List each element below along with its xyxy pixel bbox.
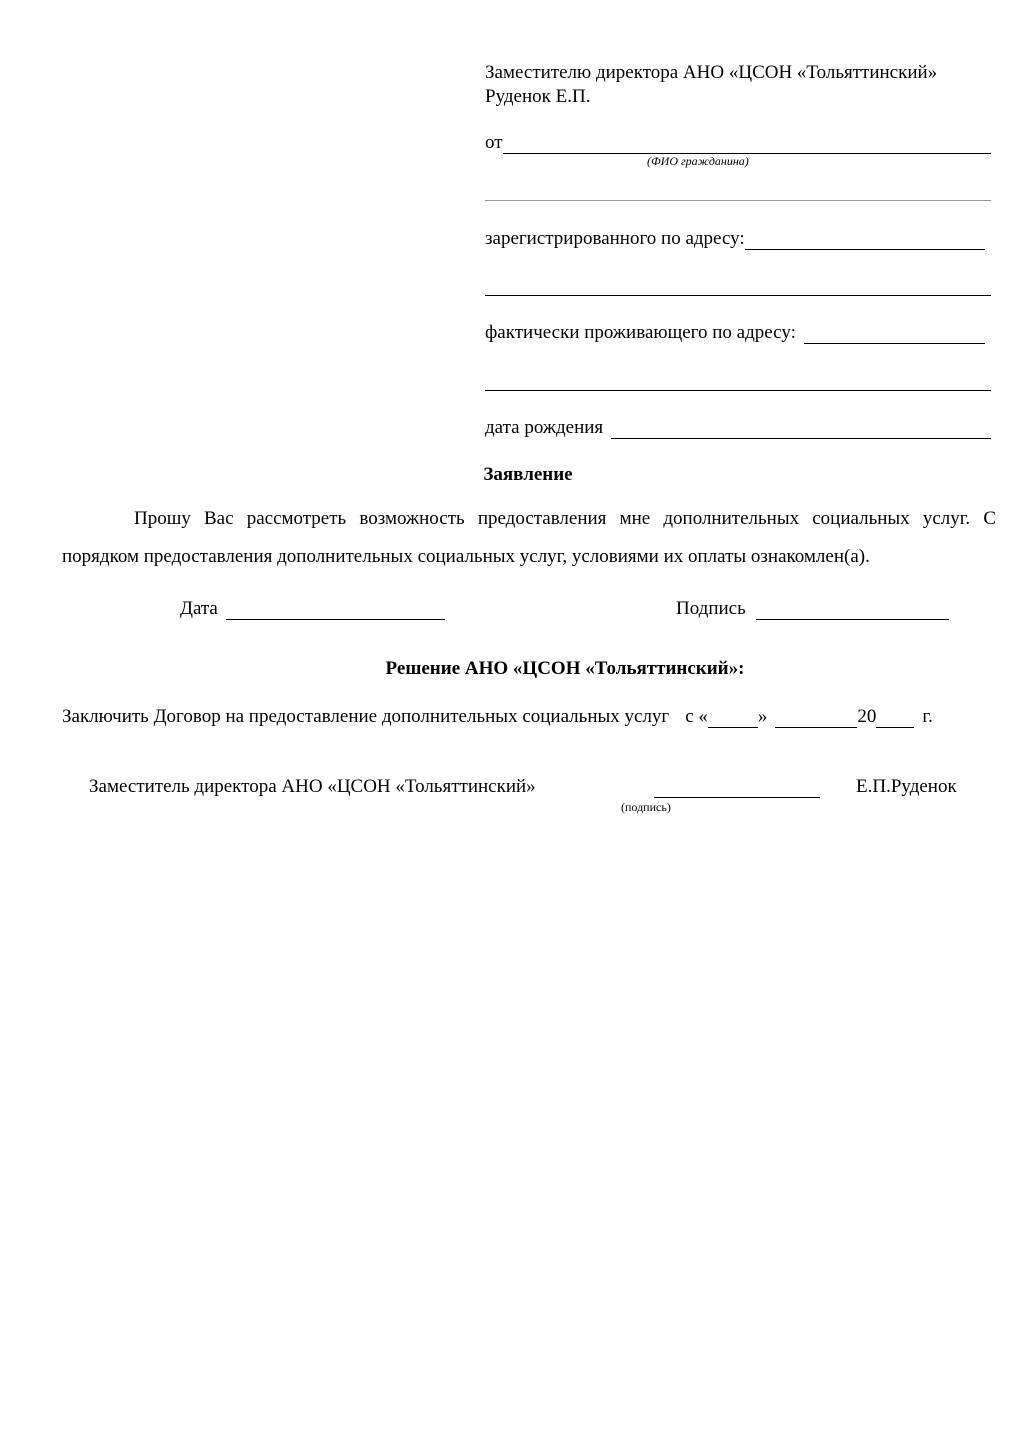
actual-address-field[interactable] [804, 325, 985, 344]
date-field[interactable] [226, 601, 445, 620]
signature-row [676, 598, 949, 620]
contract-row [62, 706, 997, 728]
contract-year-suffix: г. [922, 706, 933, 727]
registered-label: зарегистрированного по адресу: [485, 228, 745, 249]
actual-label: фактически проживающего по адресу: [485, 322, 796, 343]
from-row [485, 132, 991, 154]
statement-body: Прошу Вас рассмотреть возможность предоставления мне дополнительных социальных услуг. С порядком предоставления дополнительных социальных услуг, условиями их оплаты ознакомлен(а). [62, 508, 996, 567]
addressee-line-2: Руденок Е.П. [485, 86, 591, 107]
signature-label: Подпись [676, 598, 746, 619]
registered-address-field[interactable] [745, 231, 985, 250]
approval-signature-hint: (подпись) [621, 800, 671, 814]
contract-date-prefix: с « [685, 706, 708, 727]
contract-month-field[interactable] [775, 709, 857, 728]
signature-field[interactable] [756, 601, 949, 620]
approval-signature-field[interactable] [654, 797, 820, 798]
from-name-field[interactable] [503, 135, 991, 154]
actual-address-line-2[interactable] [485, 390, 991, 391]
registered-address-line-2[interactable] [485, 295, 991, 296]
contract-year-field[interactable] [876, 709, 914, 728]
from-extra-line[interactable] [485, 200, 991, 201]
actual-row [485, 322, 985, 344]
from-hint: (ФИО гражданина) [647, 154, 749, 168]
birth-date-field[interactable] [611, 420, 991, 439]
contract-text: Заключить Договор на предоставление дополнительных социальных услуг [62, 706, 670, 727]
birth-row [485, 417, 991, 439]
statement-title: Заявление [483, 464, 573, 485]
from-label: от [485, 132, 503, 153]
registered-row [485, 228, 985, 250]
date-label: Дата [180, 598, 218, 619]
approval-position: Заместитель директора АНО «ЦСОН «Тольяттинский» [89, 776, 536, 797]
approval-name: Е.П.Руденок [856, 776, 957, 797]
decision-title: Решение АНО «ЦСОН «Тольяттинский»: [385, 658, 745, 679]
addressee-line-1: Заместителю директора АНО «ЦСОН «Тольяттинский» [485, 62, 938, 83]
birth-label: дата рождения [485, 417, 604, 438]
contract-day-field[interactable] [708, 709, 758, 728]
date-row [180, 598, 445, 620]
contract-year-prefix: 20 [857, 706, 877, 727]
contract-date-mid: » [757, 706, 768, 727]
